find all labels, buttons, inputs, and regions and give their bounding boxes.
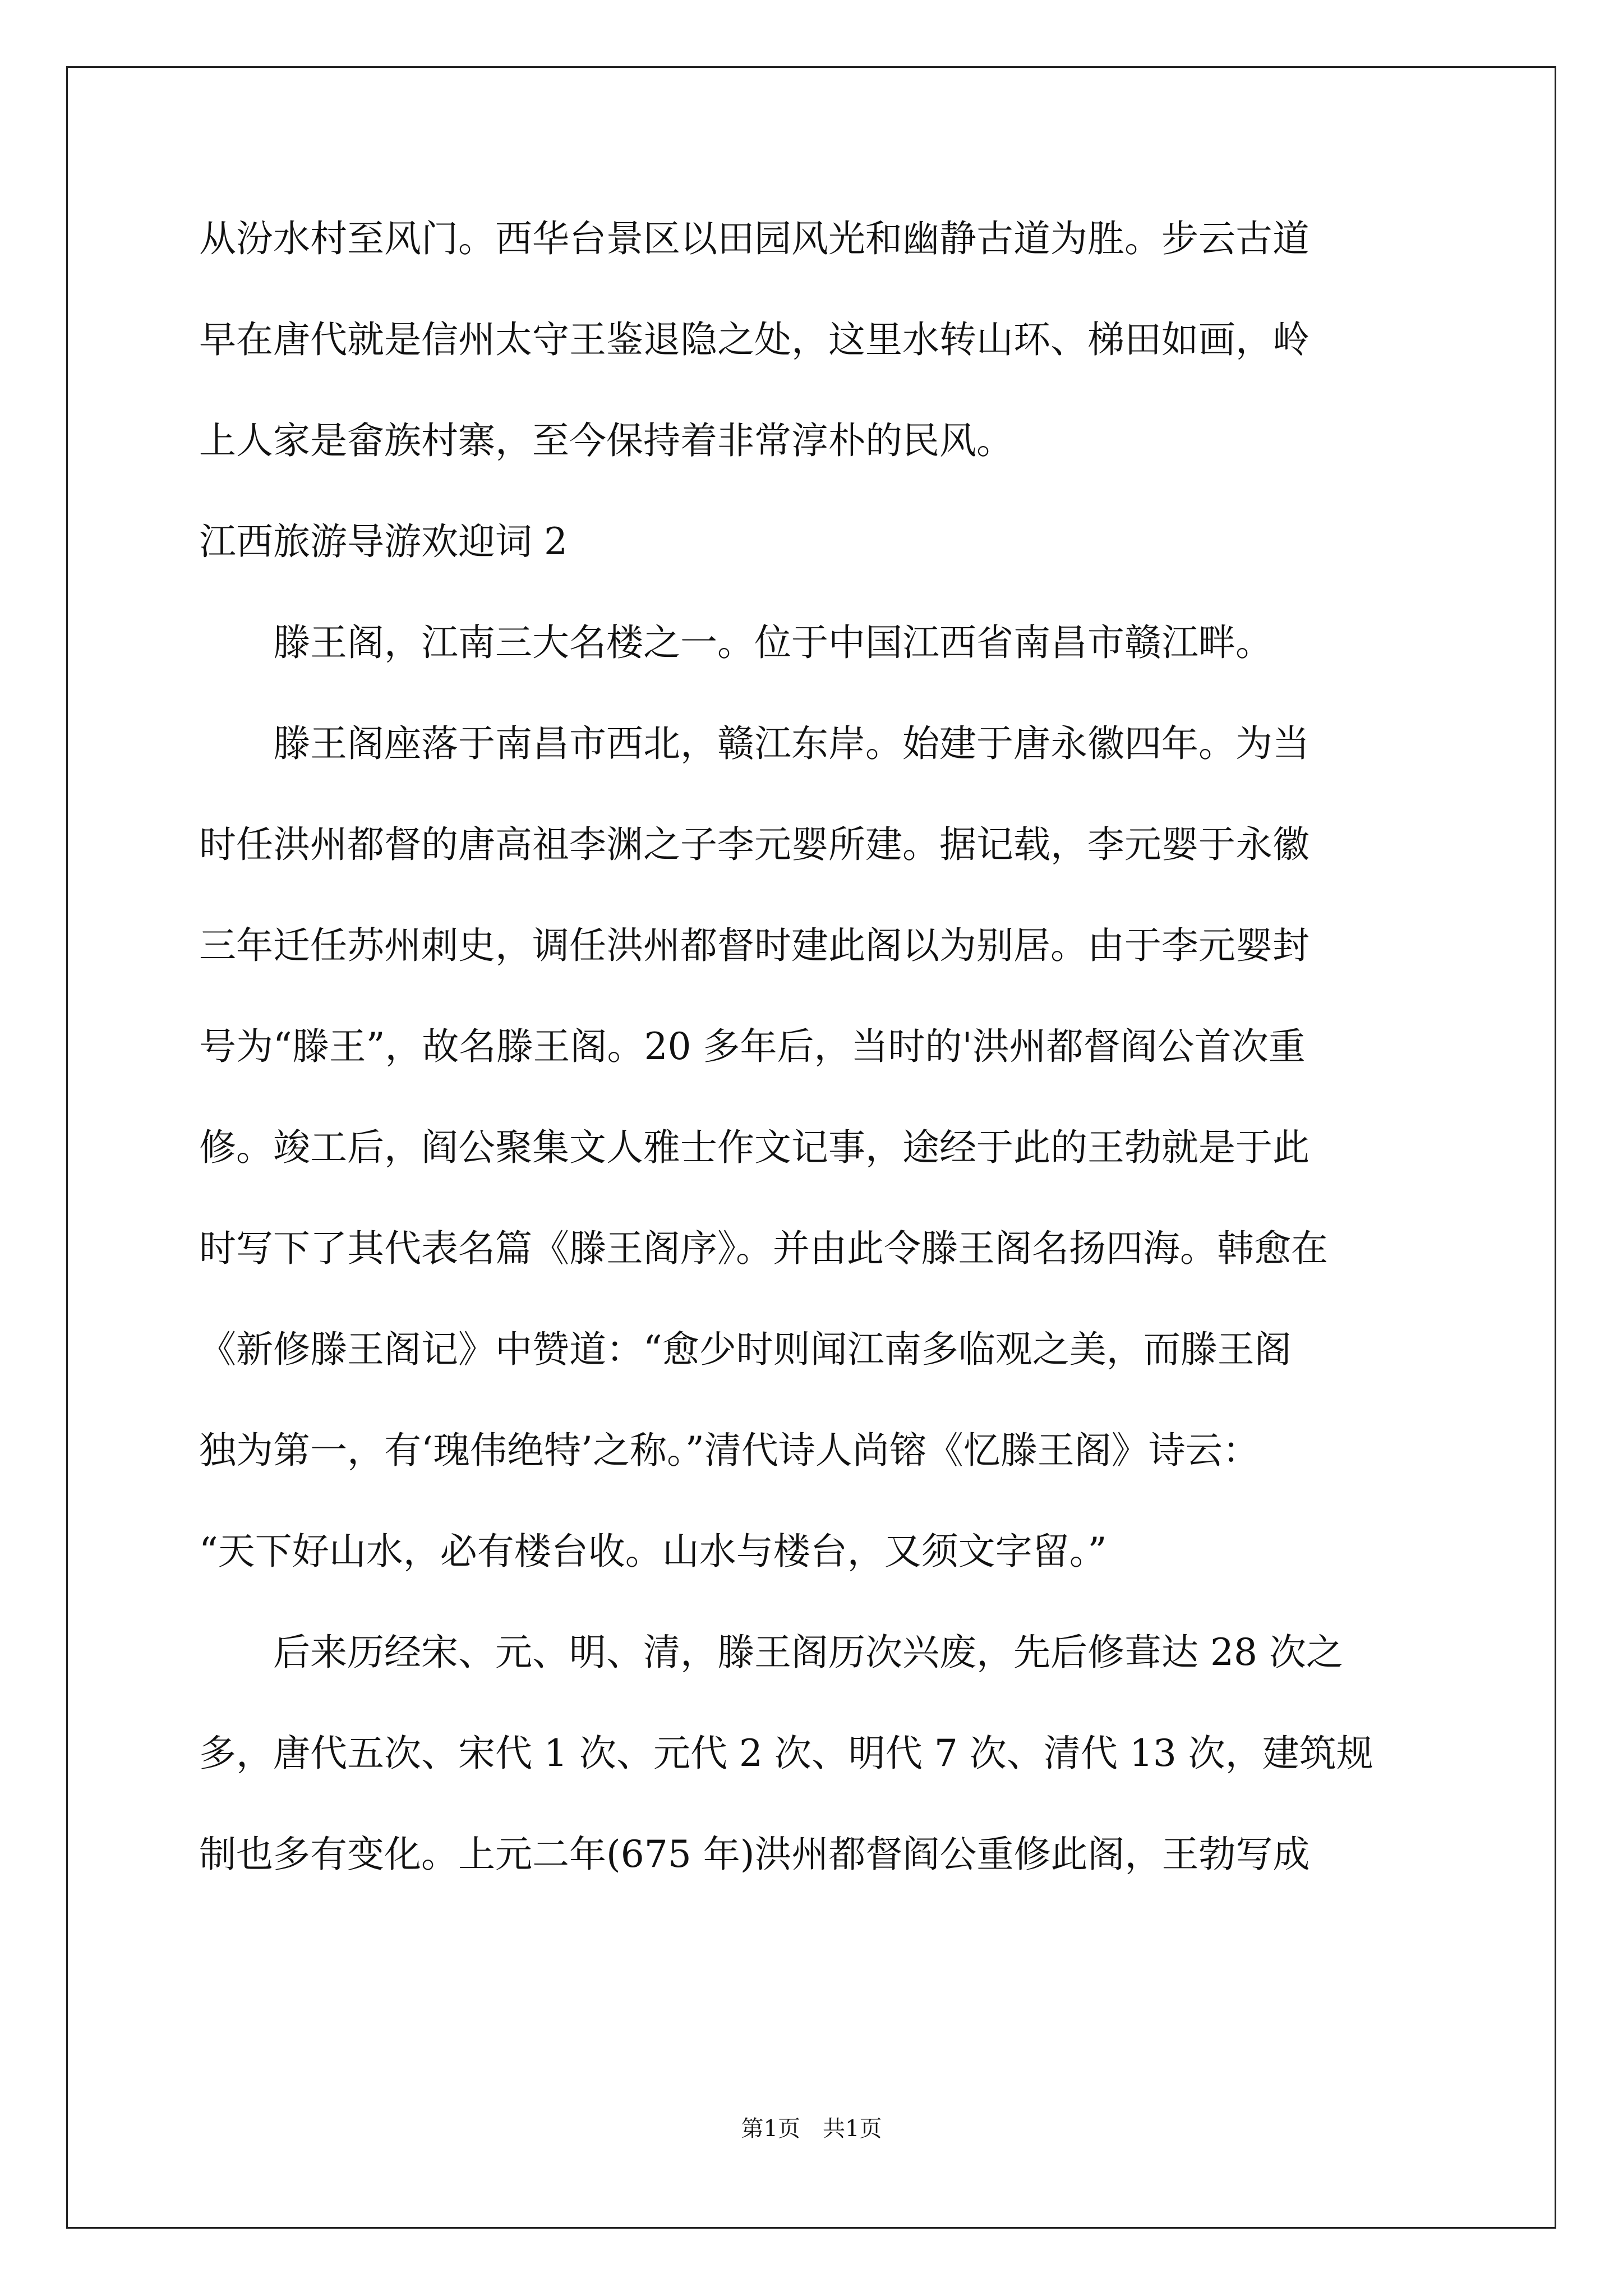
text-line: 从汾水村至风门。西华台景区以田园风光和幽静古道为胜。步云古道 — [199, 217, 1310, 260]
text-line: 号为“滕王”，故名滕王阁。20 多年后，当时的'洪州都督阎公首次重 — [199, 1025, 1306, 1068]
text-line: 上人家是畲族村寨，至今保持着非常淳朴的民风。 — [199, 419, 1013, 462]
document-body — [199, 214, 1453, 1879]
text-line: 制也多有变化。上元二年(675 年)洪州都督阎公重修此阁，王勃写成 — [199, 1833, 1310, 1876]
text-line: 后来历经宋、元、明、清，滕王阁历次兴废，先后修葺达 28 次之 — [199, 1631, 1343, 1674]
text-line: “天下好山水，必有楼台收。山水与楼台，又须文字留。” — [199, 1530, 1107, 1573]
section-heading: 江西旅游导游欢迎词 2 — [199, 520, 568, 563]
text-line: 多，唐代五次、宋代 1 次、元代 2 次、明代 7 次、清代 13 次，建筑规 — [199, 1732, 1373, 1775]
page-footer: 第1页 共1页 — [741, 2116, 882, 2142]
text-line: 滕王阁座落于南昌市西北，赣江东岸。始建于唐永徽四年。为当 — [199, 722, 1310, 765]
text-line: 时写下了其代表名篇《滕王阁序》。并由此令滕王阁名扬四海。韩愈在 — [199, 1227, 1328, 1270]
text-line: 《新修滕王阁记》中赞道：“愈少时则闻江南多临观之美，而滕王阁 — [199, 1328, 1292, 1371]
text-line: 滕王阁，江南三大名楼之一。位于中国江西省南昌市赣江畔。 — [199, 621, 1272, 664]
text-line: 修。竣工后，阎公聚集文人雅士作文记事，途经于此的王勃就是于此 — [199, 1126, 1310, 1169]
text-line: 早在唐代就是信州太守王鉴退隐之处，这里水转山环、梯田如画，岭 — [199, 318, 1310, 361]
text-line: 时任洪州都督的唐高祖李渊之子李元婴所建。据记载，李元婴于永徽 — [199, 823, 1310, 866]
text-line: 独为第一，有‘瑰伟绝特’之称。”清代诗人尚镕《忆滕王阁》诗云： — [199, 1429, 1260, 1472]
text-line: 三年迁任苏州刺史，调任洪州都督时建此阁以为别居。由于李元婴封 — [199, 924, 1310, 967]
